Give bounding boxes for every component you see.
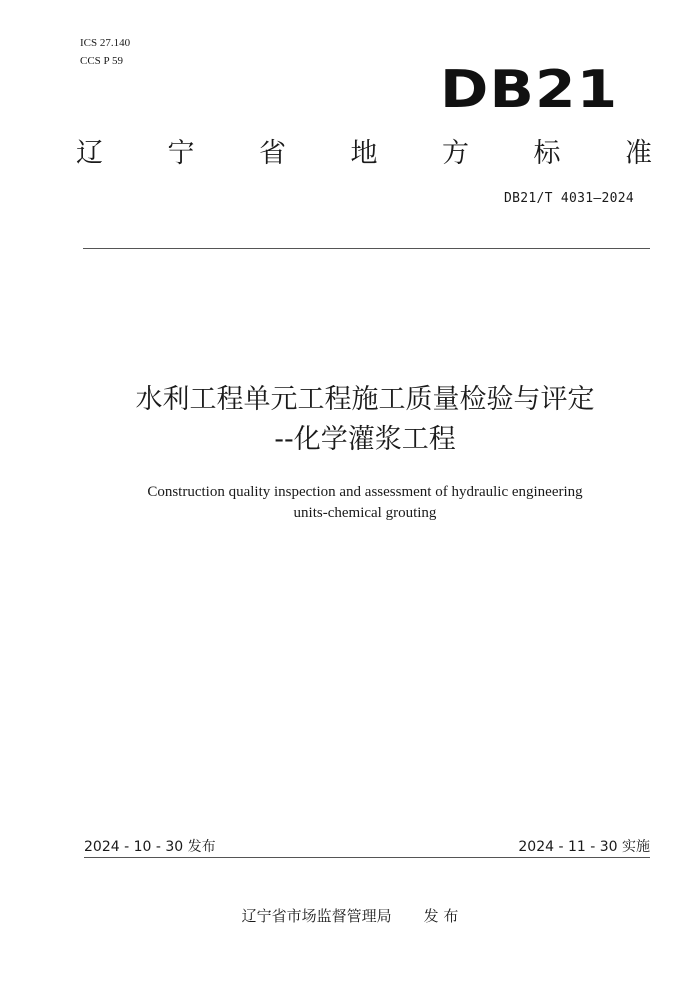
publisher-action: 发 布 (423, 907, 459, 925)
top-divider (83, 248, 650, 249)
english-title-line: Construction quality inspection and assessment of hydraulic engineering (147, 484, 583, 500)
standard-type-char: 省 (259, 138, 286, 169)
chinese-title-line: --化学灌浆工程 (274, 424, 456, 455)
publisher-name: 辽宁省市场监督管理局 (241, 907, 392, 925)
db21-logo (440, 60, 619, 120)
english-title (60, 482, 670, 524)
implement-date: 2024 - 11 - 30 实施 (518, 839, 650, 855)
english-title-line: units-chemical grouting (293, 505, 437, 521)
logo-text: DB21 (440, 60, 619, 120)
publish-date: 2024 - 10 - 30 发布 (84, 839, 216, 855)
bottom-divider (84, 857, 650, 858)
standard-type-char: 辽 (76, 138, 103, 169)
standard-type-char: 地 (350, 138, 378, 169)
standard-type-title (76, 134, 652, 174)
classification-codes (80, 34, 130, 70)
chinese-title (60, 380, 670, 460)
standard-type-char: 标 (533, 138, 561, 169)
ccs-code: CCS P 59 (80, 55, 124, 67)
ics-code: ICS 27.140 (80, 37, 131, 49)
standard-type-char: 准 (625, 138, 652, 169)
standard-number: DB21/T 4031—2024 (503, 191, 634, 206)
publisher (0, 905, 700, 926)
standard-type-char: 方 (442, 138, 469, 169)
standard-type-char: 宁 (167, 138, 195, 169)
chinese-title-line: 水利工程单元工程施工质量检验与评定 (135, 384, 595, 415)
